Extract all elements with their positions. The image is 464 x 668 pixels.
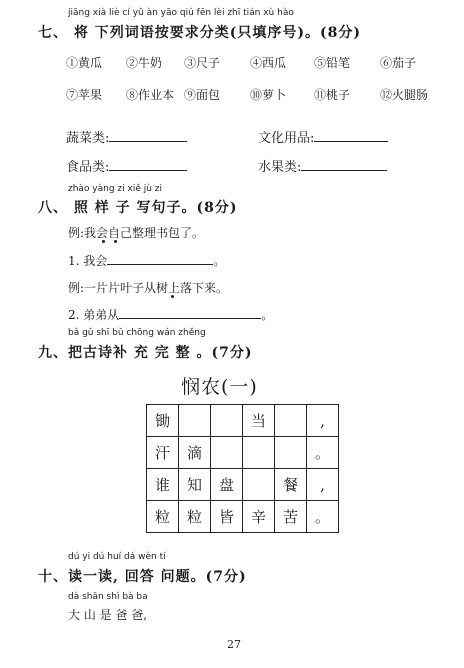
q1-suffix: 。 (213, 254, 226, 268)
poem-grid (146, 404, 339, 533)
q2-prefix: 2. 弟弟从 (68, 308, 120, 322)
poem-cell: 苦 (275, 501, 307, 533)
poem-line-1: 大 山 是 爸 爸, (68, 608, 148, 622)
fruit-label: 水果类: (258, 160, 302, 175)
section8-question2 (68, 306, 273, 323)
vegetable-category (66, 127, 187, 146)
section8-pinyin: zhào yàng zi xiě jù zi (68, 184, 163, 194)
poem-blank-cell[interactable] (275, 437, 307, 469)
item-5: ⑤铅笔 (314, 56, 351, 70)
section10-pinyin: dú yi dú huí dá wèn tí (68, 552, 166, 562)
vegetable-answer-blank[interactable] (109, 129, 187, 142)
item-2: ②牛奶 (126, 56, 163, 70)
section10-heading: 十、读一读, 回答 问题。(7分) (38, 569, 247, 585)
item-7: ⑦苹果 (66, 88, 103, 102)
poem-cell: 当 (243, 405, 275, 437)
q1-answer-blank[interactable] (107, 252, 213, 265)
vegetable-label: 蔬菜类: (66, 131, 110, 146)
food-answer-blank[interactable] (109, 158, 187, 171)
poem-cell: 盘 (211, 469, 243, 501)
stationery-label: 文化用品: (258, 131, 315, 146)
poem-blank-cell[interactable] (243, 437, 275, 469)
poem-punct-cell: 。 (307, 501, 339, 533)
q2-suffix: 。 (261, 308, 274, 322)
poem-cell: 锄 (147, 405, 179, 437)
section8-example1: 例:我会自己整理书包了。 (68, 226, 205, 240)
poem-row (147, 501, 339, 533)
poem-cell: 餐 (275, 469, 307, 501)
stationery-category (258, 127, 388, 146)
poem-cell: 知 (179, 469, 211, 501)
poem-blank-cell[interactable] (211, 405, 243, 437)
poem-cell: 谁 (147, 469, 179, 501)
item-3: ③尺子 (184, 56, 221, 70)
emphasis-dot (114, 240, 117, 243)
poem-cell: 粒 (179, 501, 211, 533)
emphasis-dot (171, 295, 174, 298)
food-label: 食品类: (66, 160, 110, 175)
item-9: ⑨面包 (184, 88, 221, 102)
section8-question1 (68, 252, 225, 269)
stationery-answer-blank[interactable] (314, 129, 388, 142)
poem-cell: 滴 (179, 437, 211, 469)
section7-items-row1 (66, 54, 416, 71)
poem-punct-cell: , (307, 405, 339, 437)
poem-row (147, 437, 339, 469)
poem-cell: 皆 (211, 501, 243, 533)
section8-example2: 例:一片片叶子从树上落下来。 (68, 281, 229, 295)
page-number: 27 (227, 638, 241, 651)
poem-blank-cell[interactable] (243, 469, 275, 501)
section9-pinyin: bǎ gǔ shī bǔ chōng wán zhěng (68, 328, 206, 338)
item-10: ⑩萝卜 (250, 88, 287, 102)
item-4: ④西瓜 (250, 56, 287, 70)
item-8: ⑧作业本 (126, 88, 175, 102)
poem-pinyin: dà shān shì bà ba (68, 592, 148, 602)
poem-blank-cell[interactable] (275, 405, 307, 437)
section7-items-row2 (66, 86, 428, 103)
item-11: ⑪桃子 (314, 88, 351, 102)
poem-cell: 粒 (147, 501, 179, 533)
poem-cell: 汗 (147, 437, 179, 469)
poem-punct-cell: , (307, 469, 339, 501)
poem-blank-cell[interactable] (179, 405, 211, 437)
item-6: ⑥茄子 (380, 56, 417, 70)
food-category (66, 156, 187, 175)
poem-cell: 辛 (243, 501, 275, 533)
poem-row (147, 469, 339, 501)
emphasis-dot (102, 240, 105, 243)
poem-title: 悯农(一) (181, 376, 258, 398)
section7-heading: 七、 将 下列词语按要求分类(只填序号)。(8分) (38, 25, 361, 41)
item-1: ①黄瓜 (66, 56, 103, 70)
q1-prefix: 1. 我会 (68, 254, 108, 268)
poem-row (147, 405, 339, 437)
fruit-answer-blank[interactable] (301, 158, 387, 171)
q2-answer-blank[interactable] (119, 306, 261, 319)
fruit-category (258, 156, 387, 175)
poem-blank-cell[interactable] (211, 437, 243, 469)
section7-pinyin: jiāng xià liè cí yǔ àn yāo qiú fēn lèi zhī tián xù hào (68, 8, 294, 18)
section9-heading: 九、把古诗补 充 完 整 。(7分) (38, 345, 253, 361)
item-12: ⑫火腿肠 (380, 88, 429, 102)
section8-heading: 八、 照 样 子 写句子。(8分) (38, 200, 238, 216)
poem-punct-cell: 。 (307, 437, 339, 469)
